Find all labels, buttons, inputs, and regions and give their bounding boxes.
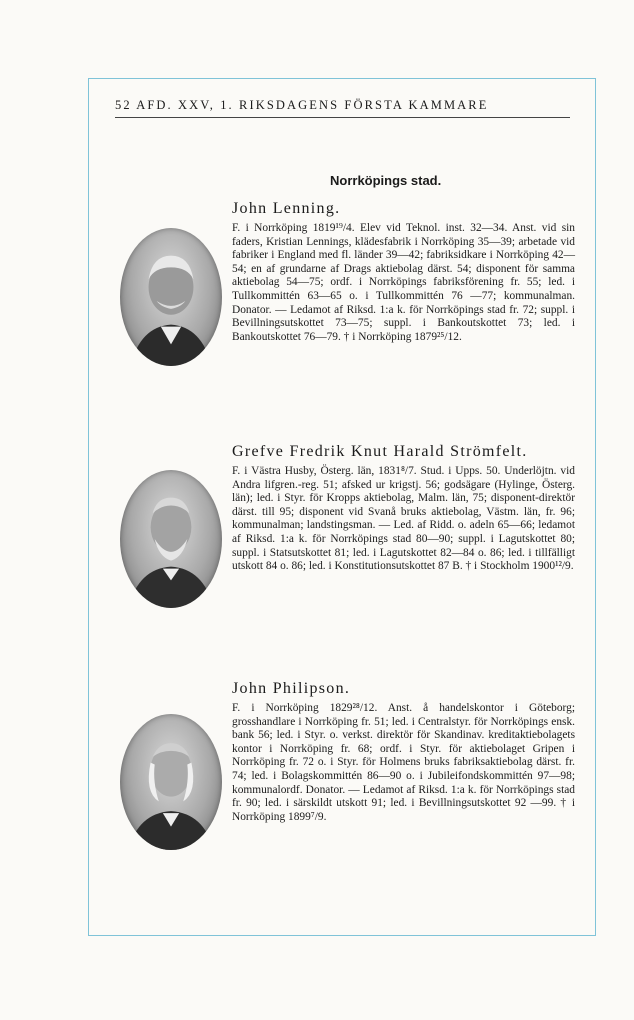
entry-name: Grefve Fredrik Knut Harald Strömfelt. xyxy=(232,443,528,460)
portrait-photo-stromfelt xyxy=(120,470,222,608)
entry-body: F. i Norrköping 1819¹⁹/4. Elev vid Teknol. inst. 32—34. Anst. vid sin faders, Kristian Lennings, klädesfabrik i Norrköping 35—39; arbetade vid fabriker i England med fl. länder 39—42; fabriksidkare i Norrköping 42—54; en af grundarne af Drags aktiebolag därst. 54; disponent för samma aktiebolag 54—75; ordf. i Norrköpings fabriksförening fr. 55; led. i Tullkommittén 63—65 o. i Tullkommittén 76 —77; kommunalman. Donator. — Ledamot af Riksd. 1:a k. för Norrköpings stad fr. 72; suppl. i Bevillningsutskottet 73—75; suppl. i Bankoutskottet 73; led. i Bankoutskottet 76—79. † i Norrköping 1879²⁵/12. xyxy=(232,222,575,343)
entry-name: John Lenning. xyxy=(232,200,341,217)
header-rule xyxy=(115,117,570,118)
running-header: 52 AFD. XXV, 1. RIKSDAGENS FÖRSTA KAMMARE xyxy=(115,98,489,112)
section-title: Norrköpings stad. xyxy=(330,173,442,188)
portrait-photo-lenning xyxy=(120,228,222,366)
entry-name: John Philipson. xyxy=(232,680,351,697)
entry-body: F. i Västra Husby, Österg. län, 1831⁸/7. Stud. i Upps. 50. Underlöjtn. vid Andra lifgren.-reg. 51; afsked ur krigstj. 56; godsägare (Hylinge, Österg. län); led. i Styr. för Kropps aktiebolag, Malm. län, 75; disponent-direktör därst. till 95; disponent vid Svanå bruks aktiebolag, Västm. län, fr. 96; kommunalman; landstingsman. — Led. af Ridd. o. adeln 65—66; ledamot af Riksd. 1:a k. för Norrköpings stad 80—90; suppl. i Lagutskottet 80; suppl. i Statsutskottet 81; led. i Lagutskottet 82—84 o. 86; led. i tillfälligt utskott 84 o. 86; led. i Konstitutionsutskottet 87 B. † i Stockholm 1900¹²/9. xyxy=(232,465,575,573)
entry-body: F. i Norrköping 1829²⁸/12. Anst. å handelskontor i Göteborg; grosshandlare i Norrköping fr. 51; led. i Centralstyr. för Norrköpings ensk. bank 56; led. i Styr. o. verkst. direktör för Skandinav. kreditaktiebolagets kontor i Norrköping fr. 68; ordf. i Styr. för aktiebolaget Gripen i Norrköping fr. 72 o. i Styr. för Holmens bruks fabriksaktiebolag därst. fr. 74; led. i Bolagskommittén 86—90 o. i Jubileifondskommittén 97—98; kommunalordf. Donator. — Ledamot af Riksd. 1:a k. för Norrköpings stad fr. 90; led. i särskildt utskott 91; led. i Bevillningsutskottet 92 —99. † i Norrköping 1899⁷/9. xyxy=(232,702,575,823)
portrait-photo-philipson xyxy=(120,714,222,850)
